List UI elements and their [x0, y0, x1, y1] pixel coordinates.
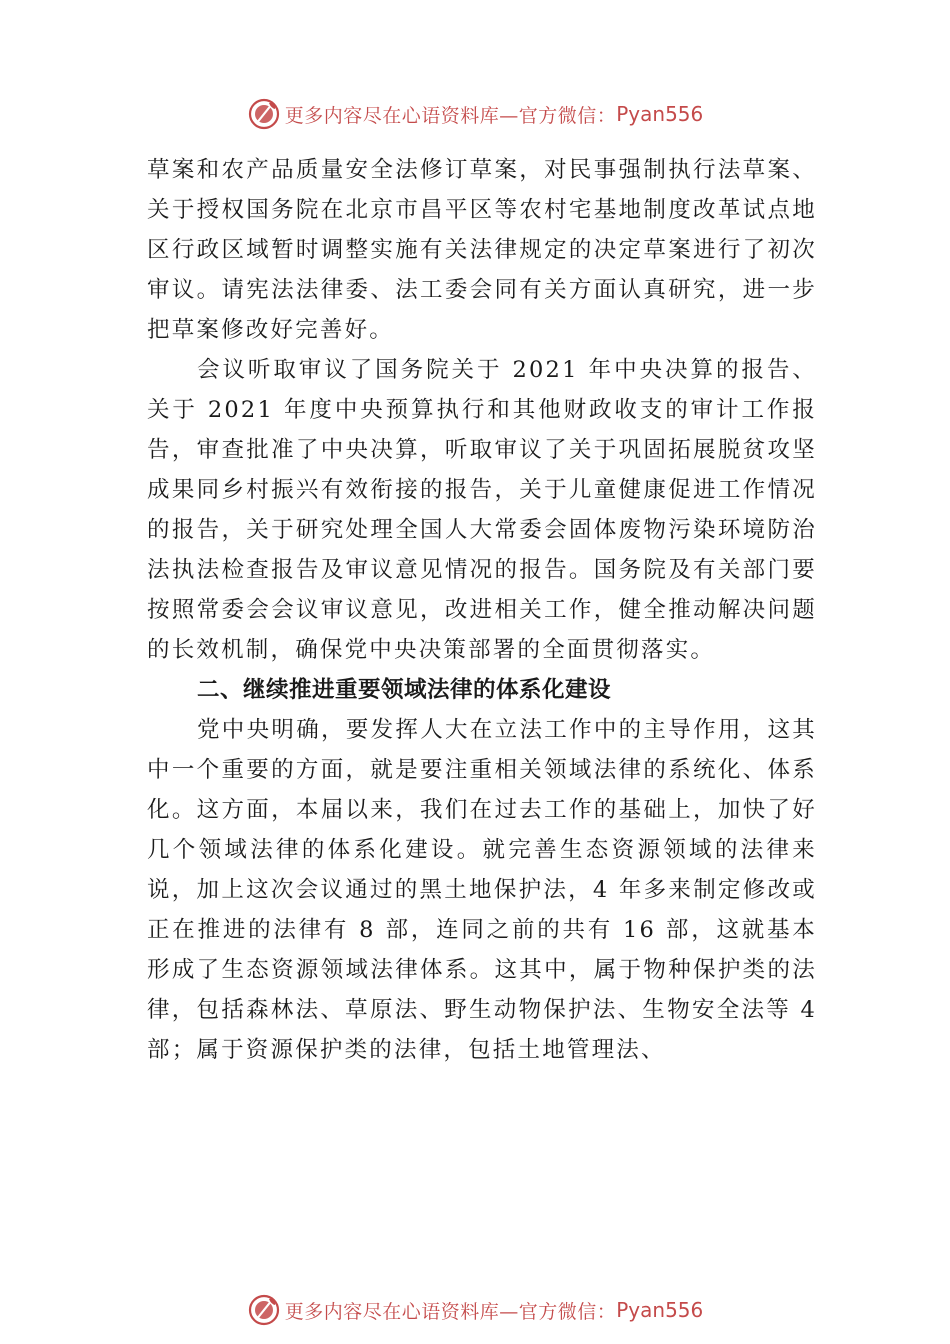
header-watermark-text: 更多内容尽在心语资料库—官方微信：	[284, 104, 617, 127]
header-watermark	[0, 94, 950, 134]
section-heading: 二、继续推进重要领域法律的体系化建设	[197, 677, 612, 703]
paragraph-3: 党中央明确，要发挥人大在立法工作中的主导作用，这其中一个重要的方面，就是要注重相关领域法律的系统化、体系化。这方面，本届以来，我们在过去工作的基础上，加快了好几个领域法律的体系化建设。就完善生态资源领域的法律来说，加上这次会议通过的黑土地保护法，4 年多来制定修改或正在推进的法律有 8 部，连同之前的共有 16 部，这就基本形成了生态资源领域法律体系。这其中，属于物种保护类的法律，包括森林法、草原法、野生动物保护法、生物安全法等 4 部；属于资源保护类的法律，包括土地管理法、	[147, 717, 817, 1063]
footer-watermark-handle: Pyan556	[616, 1298, 704, 1322]
quill-seal-icon	[247, 1293, 281, 1327]
paragraph-1: 草案和农产品质量安全法修订草案，对民事强制执行法草案、关于授权国务院在北京市昌平区等农村宅基地制度改革试点地区行政区域暂时调整实施有关法律规定的决定草案进行了初次审议。请宪法法律委、法工委会同有关方面认真研究，进一步把草案修改好完善好。	[147, 157, 817, 343]
document-body	[147, 150, 817, 1070]
footer-watermark	[0, 1290, 950, 1330]
quill-seal-icon	[247, 97, 281, 131]
footer-watermark-text: 更多内容尽在心语资料库—官方微信：	[284, 1300, 617, 1323]
header-watermark-handle: Pyan556	[616, 102, 704, 126]
paragraph-2: 会议听取审议了国务院关于 2021 年中央决算的报告、关于 2021 年度中央预算执行和其他财政收支的审计工作报告，审查批准了中央决算，听取审议了关于巩固拓展脱贫攻坚成果同乡村振兴有效衔接的报告，关于儿童健康促进工作情况的报告，关于研究处理全国人大常委会固体废物污染环境防治法执法检查报告及审议意见情况的报告。国务院及有关部门要按照常委会会议审议意见，改进相关工作，健全推动解决问题的长效机制，确保党中央决策部署的全面贯彻落实。	[147, 357, 817, 663]
